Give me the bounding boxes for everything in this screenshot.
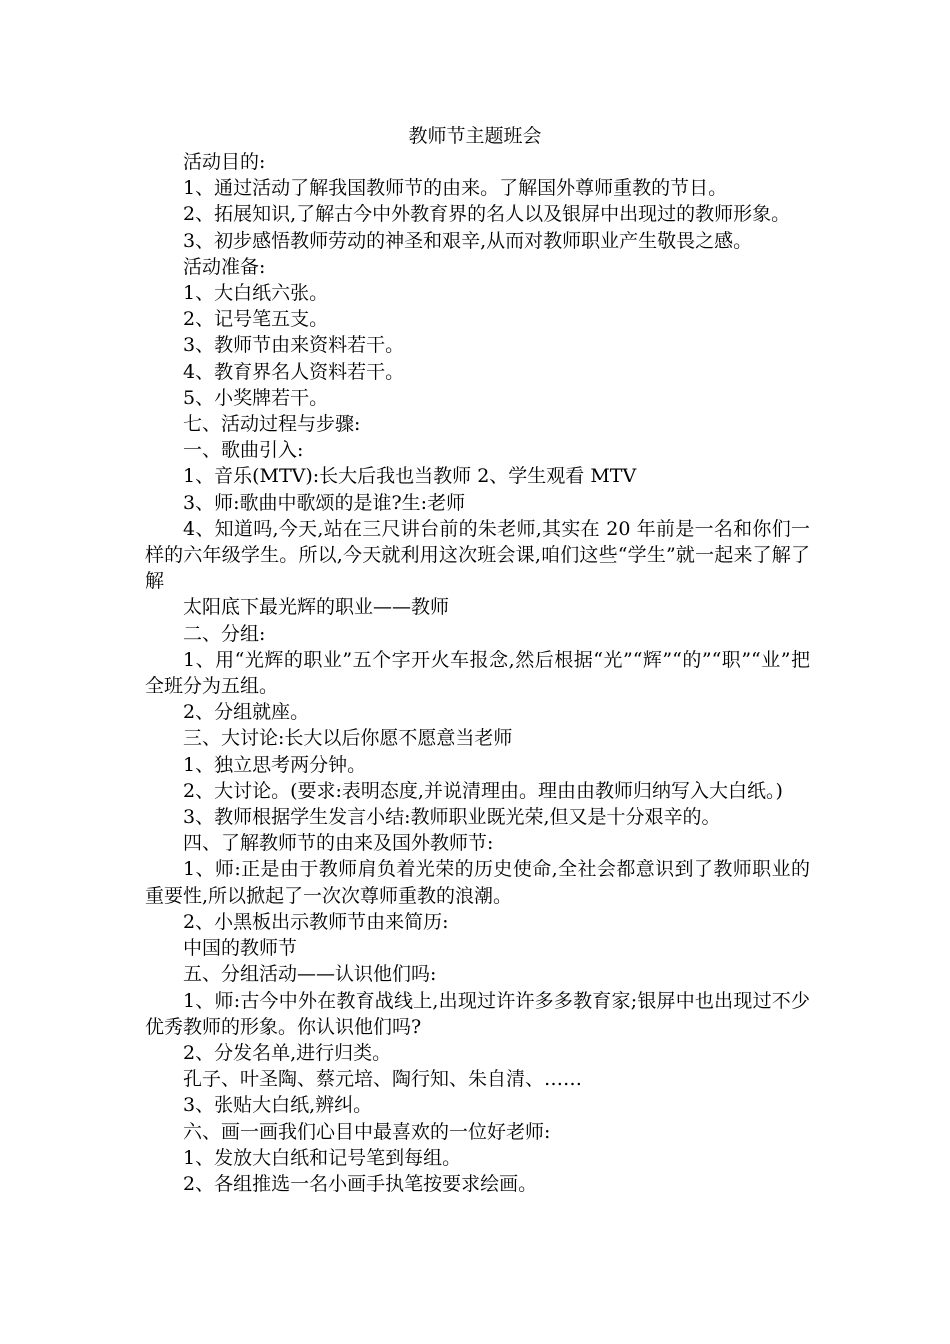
paragraph-6: 1、大白纸六张。 [183, 282, 329, 305]
paragraph-32: 3、张贴大白纸,辨纠。 [183, 1094, 373, 1117]
paragraph-26: 2、小黑板出示教师节由来简历: [183, 910, 449, 933]
paragraph-19: 2、分组就座。 [183, 701, 310, 724]
paragraph-2: 1、通过活动了解我国教师节的由来。了解国外尊师重教的节日。 [183, 177, 728, 200]
paragraph-31: 孔子、叶圣陶、蔡元培、陶行知、朱自清、…… [183, 1068, 583, 1091]
paragraph-18: 1、用“光辉的职业”五个字开火车报念,然后根据“光”“辉”“的”“职”“业”把全班分为五组。 [145, 648, 810, 698]
paragraph-34: 1、发放大白纸和记号笔到每组。 [183, 1146, 462, 1169]
paragraph-33: 六、画一画我们心目中最喜欢的一位好老师: [183, 1120, 551, 1143]
paragraph-24: 四、了解教师节的由来及国外教师节: [183, 832, 494, 855]
paragraph-1: 活动目的: [183, 151, 266, 173]
paragraph-9: 4、教育界名人资料若干。 [183, 360, 405, 383]
paragraph-25: 1、师:正是由于教师肩负着光荣的历史使命,全社会都意识到了教师职业的重要性,所以掀起了一次次尊师重教的浪潮。 [145, 858, 810, 907]
paragraph-28: 五、分组活动——认识他们吗: [183, 963, 437, 986]
paragraph-16: 太阳底下最光辉的职业——教师 [183, 596, 450, 619]
paragraph-7: 2、记号笔五支。 [183, 308, 329, 331]
paragraph-22: 2、大讨论。(要求:表明态度,并说清理由。理由由教师归纳写入大白纸。) [183, 779, 783, 802]
paragraph-17: 二、分组: [183, 622, 266, 645]
paragraph-8: 3、教师节由来资料若干。 [183, 334, 405, 357]
paragraph-15: 4、知道吗,今天,站在三尺讲台前的朱老师,其实在 20 年前是一名和你们一样的六年级学生。所以,今天就利用这次班会课,咱们这些“学生”就一起来了解了解 [145, 517, 810, 593]
paragraph-21: 1、独立思考两分钟。 [183, 753, 367, 776]
paragraph-20: 三、大讨论:长大以后你愿不愿意当老师 [183, 727, 513, 750]
paragraph-30: 2、分发名单,进行归类。 [183, 1041, 392, 1064]
paragraph-10: 5、小奖牌若干。 [183, 386, 329, 409]
paragraph-35: 2、各组推选一名小画手执笔按要求绘画。 [183, 1172, 538, 1195]
paragraph-29: 1、师:古今中外在教育战线上,出现过许许多多教育家;银屏中也出现过不少优秀教师的形象。你认识他们吗? [145, 989, 810, 1038]
document-body [145, 149, 810, 1197]
paragraph-13: 1、音乐(MTV):长大后我也当教师 2、学生观看 MTV [183, 465, 637, 488]
document-title: 教师节主题班会 [408, 125, 542, 147]
paragraph-14: 3、师:歌曲中歌颂的是谁?生:老师 [183, 491, 466, 514]
paragraph-23: 3、教师根据学生发言小结:教师职业既光荣,但又是十分艰辛的。 [183, 806, 721, 829]
paragraph-11: 七、活动过程与步骤: [183, 413, 361, 436]
paragraph-5: 活动准备: [183, 255, 266, 278]
paragraph-27: 中国的教师节 [183, 937, 298, 960]
paragraph-4: 3、初步感悟教师劳动的神圣和艰辛,从而对教师职业产生敬畏之感。 [183, 229, 753, 252]
paragraph-12: 一、歌曲引入: [183, 439, 304, 462]
paragraph-3: 2、拓展知识,了解古今中外教育界的名人以及银屏中出现过的教师形象。 [183, 203, 791, 226]
